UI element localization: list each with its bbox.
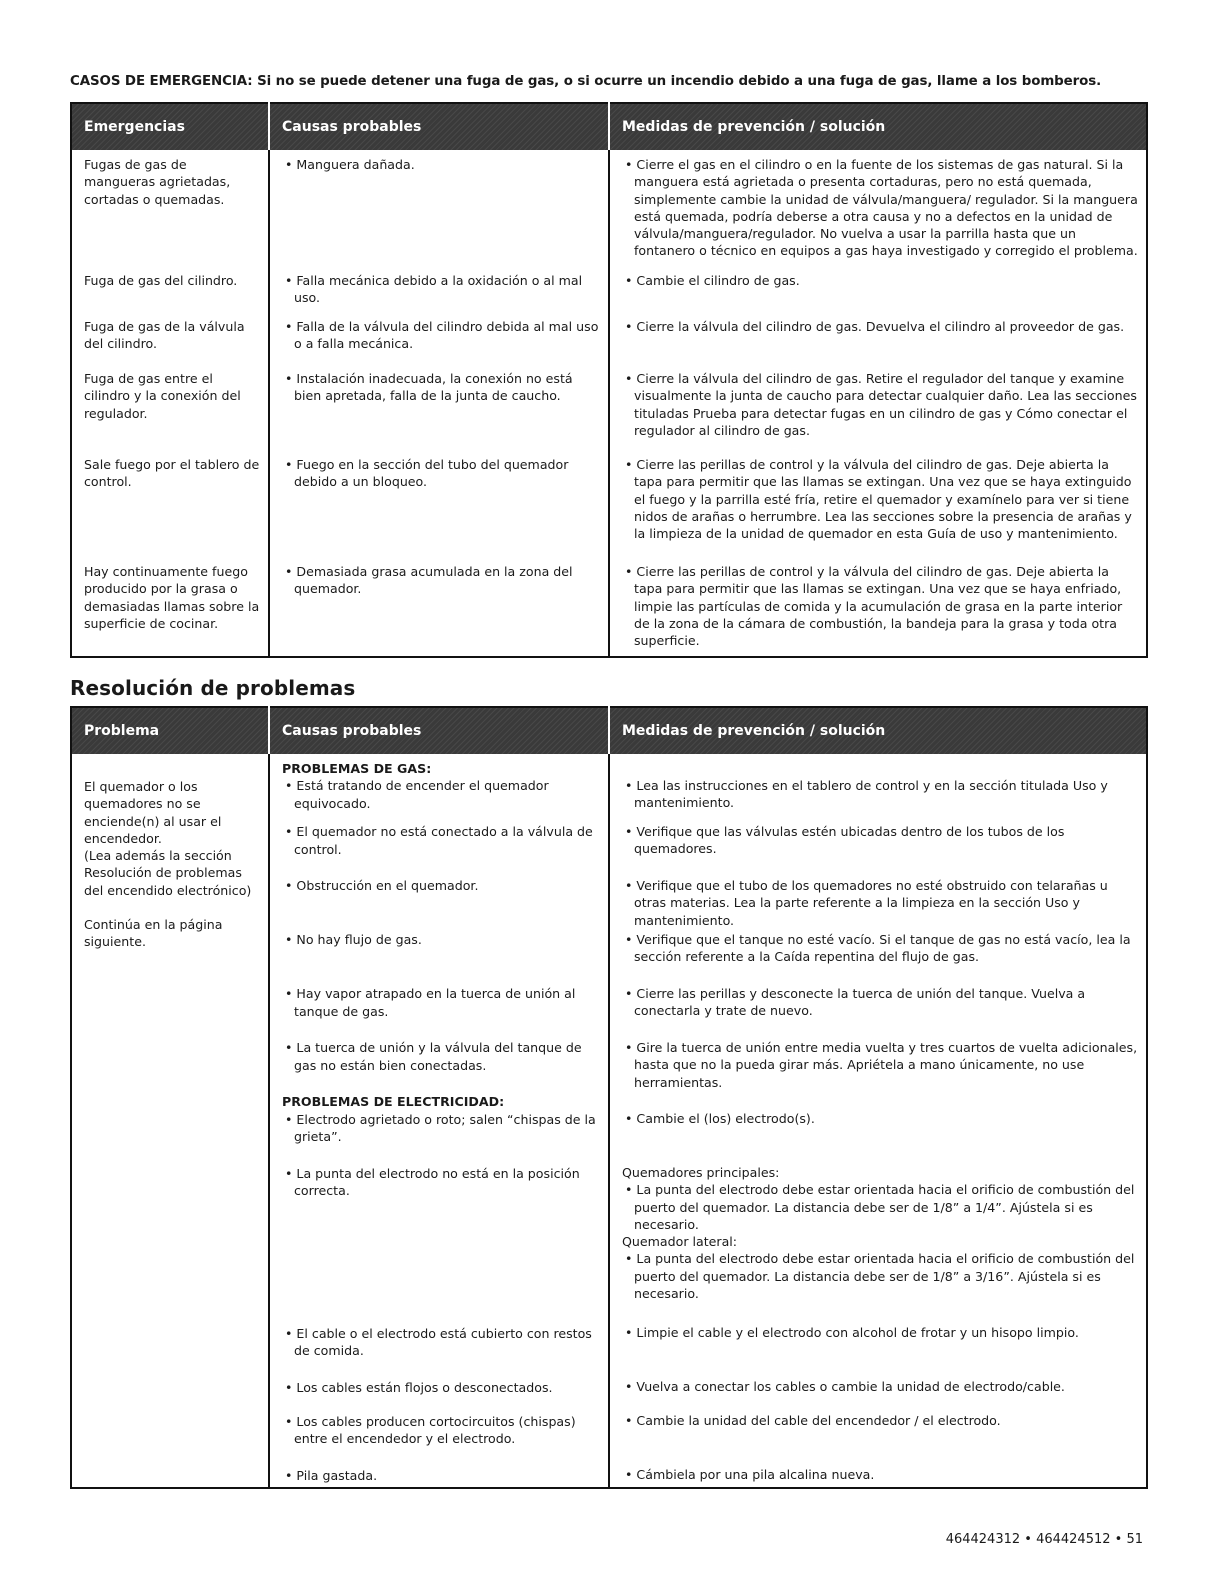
solution-item: • Cámbiela por una pila alcalina nueva. [625, 1467, 875, 1482]
solution-item: • Cambie la unidad del cable del encendedor / el electrodo. [625, 1413, 1001, 1428]
cause-item: • El quemador no está conectado a la válvula de control. [285, 824, 593, 857]
solutions-cell [609, 754, 1147, 1488]
table-row [71, 318, 1147, 370]
cause-item: • La tuerca de unión y la válvula del tanque de gas no están bien conectadas. [285, 1040, 582, 1073]
header-probable-causes: Causas probables [269, 103, 609, 150]
cause-item: • Pila gastada. [285, 1467, 378, 1483]
header-probable-causes: Causas probables [269, 707, 609, 754]
emergency-note: CASOS DE EMERGENCIA: Si no se puede detener una fuga de gas, o si ocurre un incendio debido a una fuga de gas, llame a los bomberos. [70, 74, 1102, 89]
header-emergencies: Emergencias [71, 103, 269, 150]
table-row [71, 563, 1147, 657]
continued-note: Continúa en la página siguiente. [84, 917, 223, 950]
emergency-table [70, 102, 1148, 658]
troubleshooting-table [70, 706, 1148, 1489]
problem-cell [71, 754, 269, 1488]
emergency-cell: Fuga de gas de la válvula del cilindro. [84, 319, 245, 352]
cause-cell: • Falla de la válvula del cilindro debida al mal uso o a falla mecánica. [285, 319, 599, 352]
solution-item: • Verifique que el tubo de los quemadores no esté obstruido con telarañas u otras materias. Lea la parte referente a la limpieza en la sección Uso y mantenimiento. [625, 878, 1108, 928]
emergency-cell: Fugas de gas de mangueras agrietadas, cortadas o quemadas. [84, 157, 231, 207]
problem-description: El quemador o los quemadores no se enciende(n) al usar el encendedor. [84, 779, 222, 846]
solution-cell: • Cierre el gas en el cilindro o en la fuente de los sistemas de gas natural. Si la manguera está agrietada o presenta cortaduras, pero no está quemada, simplemente cambie la unidad de válvula/manguera/ regulador. Si la manguera está quemada, podría deberse a otra causa y no a defectos en la unidad de válvula/manguera/regulador. No vuelva a usar la parrilla hasta que un fontanero o técnico en equipos a gas haya investigado y corregido el problema. [625, 157, 1138, 259]
cause-item: • El cable o el electrodo está cubierto con restos de comida. [285, 1325, 592, 1358]
solution-item: • Gire la tuerca de unión entre media vuelta y tres cuartos de vuelta adicionales, hasta que no la pueda girar más. Apriétela a mano únicamente, no use herramientas. [625, 1040, 1138, 1090]
solution-cell: • Cierre las perillas de control y la válvula del cilindro de gas. Deje abierta la tapa para permitir que las llamas se extingan. Una vez que se haya enfriado, limpie las partículas de comida y la acumulación de grasa en la parte interior de la zona de la cámara de combustión, la bandeja para la grasa y toda otra superficie. [625, 564, 1123, 649]
cause-item: • La punta del electrodo no está en la posición correcta. [285, 1165, 580, 1198]
page-footer: 464424312 • 464424512 • 51 [945, 1532, 1143, 1547]
solution-item: • Lea las instrucciones en el tablero de control y en la sección titulada Uso y mantenimiento. [625, 778, 1108, 811]
cause-item: • Los cables producen cortocircuitos (chispas) entre el encendedor y el electrodo. [285, 1413, 576, 1446]
cause-item: • Está tratando de encender el quemador equivocado. [285, 778, 549, 811]
table-row [71, 150, 1147, 272]
cause-cell: • Demasiada grasa acumulada en la zona del quemador. [285, 564, 573, 597]
cause-cell: • Falla mecánica debido a la oxidación o al mal uso. [285, 273, 583, 306]
problem-note: (Lea además la sección Resolución de problemas del encendido electrónico) [84, 848, 252, 898]
cause-item: • Obstrucción en el quemador. [285, 878, 479, 894]
emergency-cell: Fuga de gas del cilindro. [84, 273, 238, 288]
section-title: Resolución de problemas [70, 676, 356, 700]
solution-item: • Verifique que el tanque no esté vacío. Si el tanque de gas no está vacío, lea la sección referente a la Caída repentina del flujo de gas. [625, 932, 1131, 965]
emergency-cell: Sale fuego por el tablero de control. [84, 457, 260, 490]
gas-problems-heading: PROBLEMAS DE GAS: [282, 761, 432, 776]
header-problem: Problema [71, 707, 269, 754]
cause-cell: • Manguera dañada. [285, 157, 415, 172]
emergency-table-header [71, 103, 1147, 150]
cause-cell: • Fuego en la sección del tubo del quemador debido a un bloqueo. [285, 457, 569, 490]
solution-item: • La punta del electrodo debe estar orientada hacia el orificio de combustión del puerto del quemador. La distancia debe ser de 1/8” a 1/4”. Ajústela si es necesario. [625, 1182, 1135, 1232]
solution-item: • Vuelva a conectar los cables o cambie la unidad de electrodo/cable. [625, 1379, 1065, 1394]
solution-cell: • Cambie el cilindro de gas. [625, 273, 800, 288]
cause-item: • Hay vapor atrapado en la tuerca de unión al tanque de gas. [285, 986, 576, 1019]
cause-item: • Electrodo agrietado o roto; salen “chispas de la grieta”. [285, 1111, 596, 1144]
emergency-cell: Hay continuamente fuego producido por la grasa o demasiadas llamas sobre la superficie de cocinar. [84, 564, 260, 631]
electricity-problems-heading: PROBLEMAS DE ELECTRICIDAD: [282, 1094, 505, 1110]
causes-cell [269, 754, 609, 1488]
solution-item: • Cambie el (los) electrodo(s). [625, 1111, 815, 1126]
cause-item: • Los cables están flojos o desconectados. [285, 1379, 553, 1395]
solution-item: • Verifique que las válvulas estén ubicadas dentro de los tubos de los quemadores. [625, 824, 1065, 857]
table-row [71, 754, 1147, 1488]
header-prevention-solution: Medidas de prevención / solución [609, 103, 1147, 150]
solution-cell: • Cierre las perillas de control y la válvula del cilindro de gas. Deje abierta la tapa para permitir que las llamas se extingan. Una vez que se haya extinguido el fuego y la parrilla esté fría, retire el quemador y examínelo para ver si tiene nidos de arañas o herrumbre. Lea las secciones sobre la presencia de arañas y la limpieza de la unidad de quemador en esta Guía de uso y mantenimiento. [625, 457, 1132, 542]
solution-item: • Cierre las perillas y desconecte la tuerca de unión del tanque. Vuelva a conectarla y trate de nuevo. [625, 986, 1086, 1019]
solution-cell: • Cierre la válvula del cilindro de gas. Devuelva el cilindro al proveedor de gas. [625, 319, 1125, 334]
cause-item: • No hay flujo de gas. [285, 932, 422, 948]
solution-item: • Limpie el cable y el electrodo con alcohol de frotar y un hisopo limpio. [625, 1325, 1079, 1340]
table-row [71, 456, 1147, 563]
troubleshooting-table-header [71, 707, 1147, 754]
emergency-cell: Fuga de gas entre el cilindro y la conexión del regulador. [84, 371, 241, 421]
side-burner-label: Quemador lateral: [622, 1234, 738, 1250]
electrode-position-solution [622, 1164, 1138, 1324]
main-burners-label: Quemadores principales: [622, 1165, 780, 1180]
table-row [71, 370, 1147, 456]
solution-cell: • Cierre la válvula del cilindro de gas. Retire el regulador del tanque y examine visualmente la junta de caucho para detectar cualquier daño. Lea las secciones tituladas Prueba para detectar fugas en un cilindro de gas y Cómo conectar el regulador al cilindro de gas. [625, 371, 1137, 438]
table-row [71, 272, 1147, 318]
header-prevention-solution: Medidas de prevención / solución [609, 707, 1147, 754]
cause-cell: • Instalación inadecuada, la conexión no está bien apretada, falla de la junta de caucho. [285, 371, 573, 404]
solution-item: • La punta del electrodo debe estar orientada hacia el orificio de combustión del puerto del quemador. La distancia debe ser de 1/8” a 3/16”. Ajústela si es necesario. [625, 1251, 1135, 1302]
